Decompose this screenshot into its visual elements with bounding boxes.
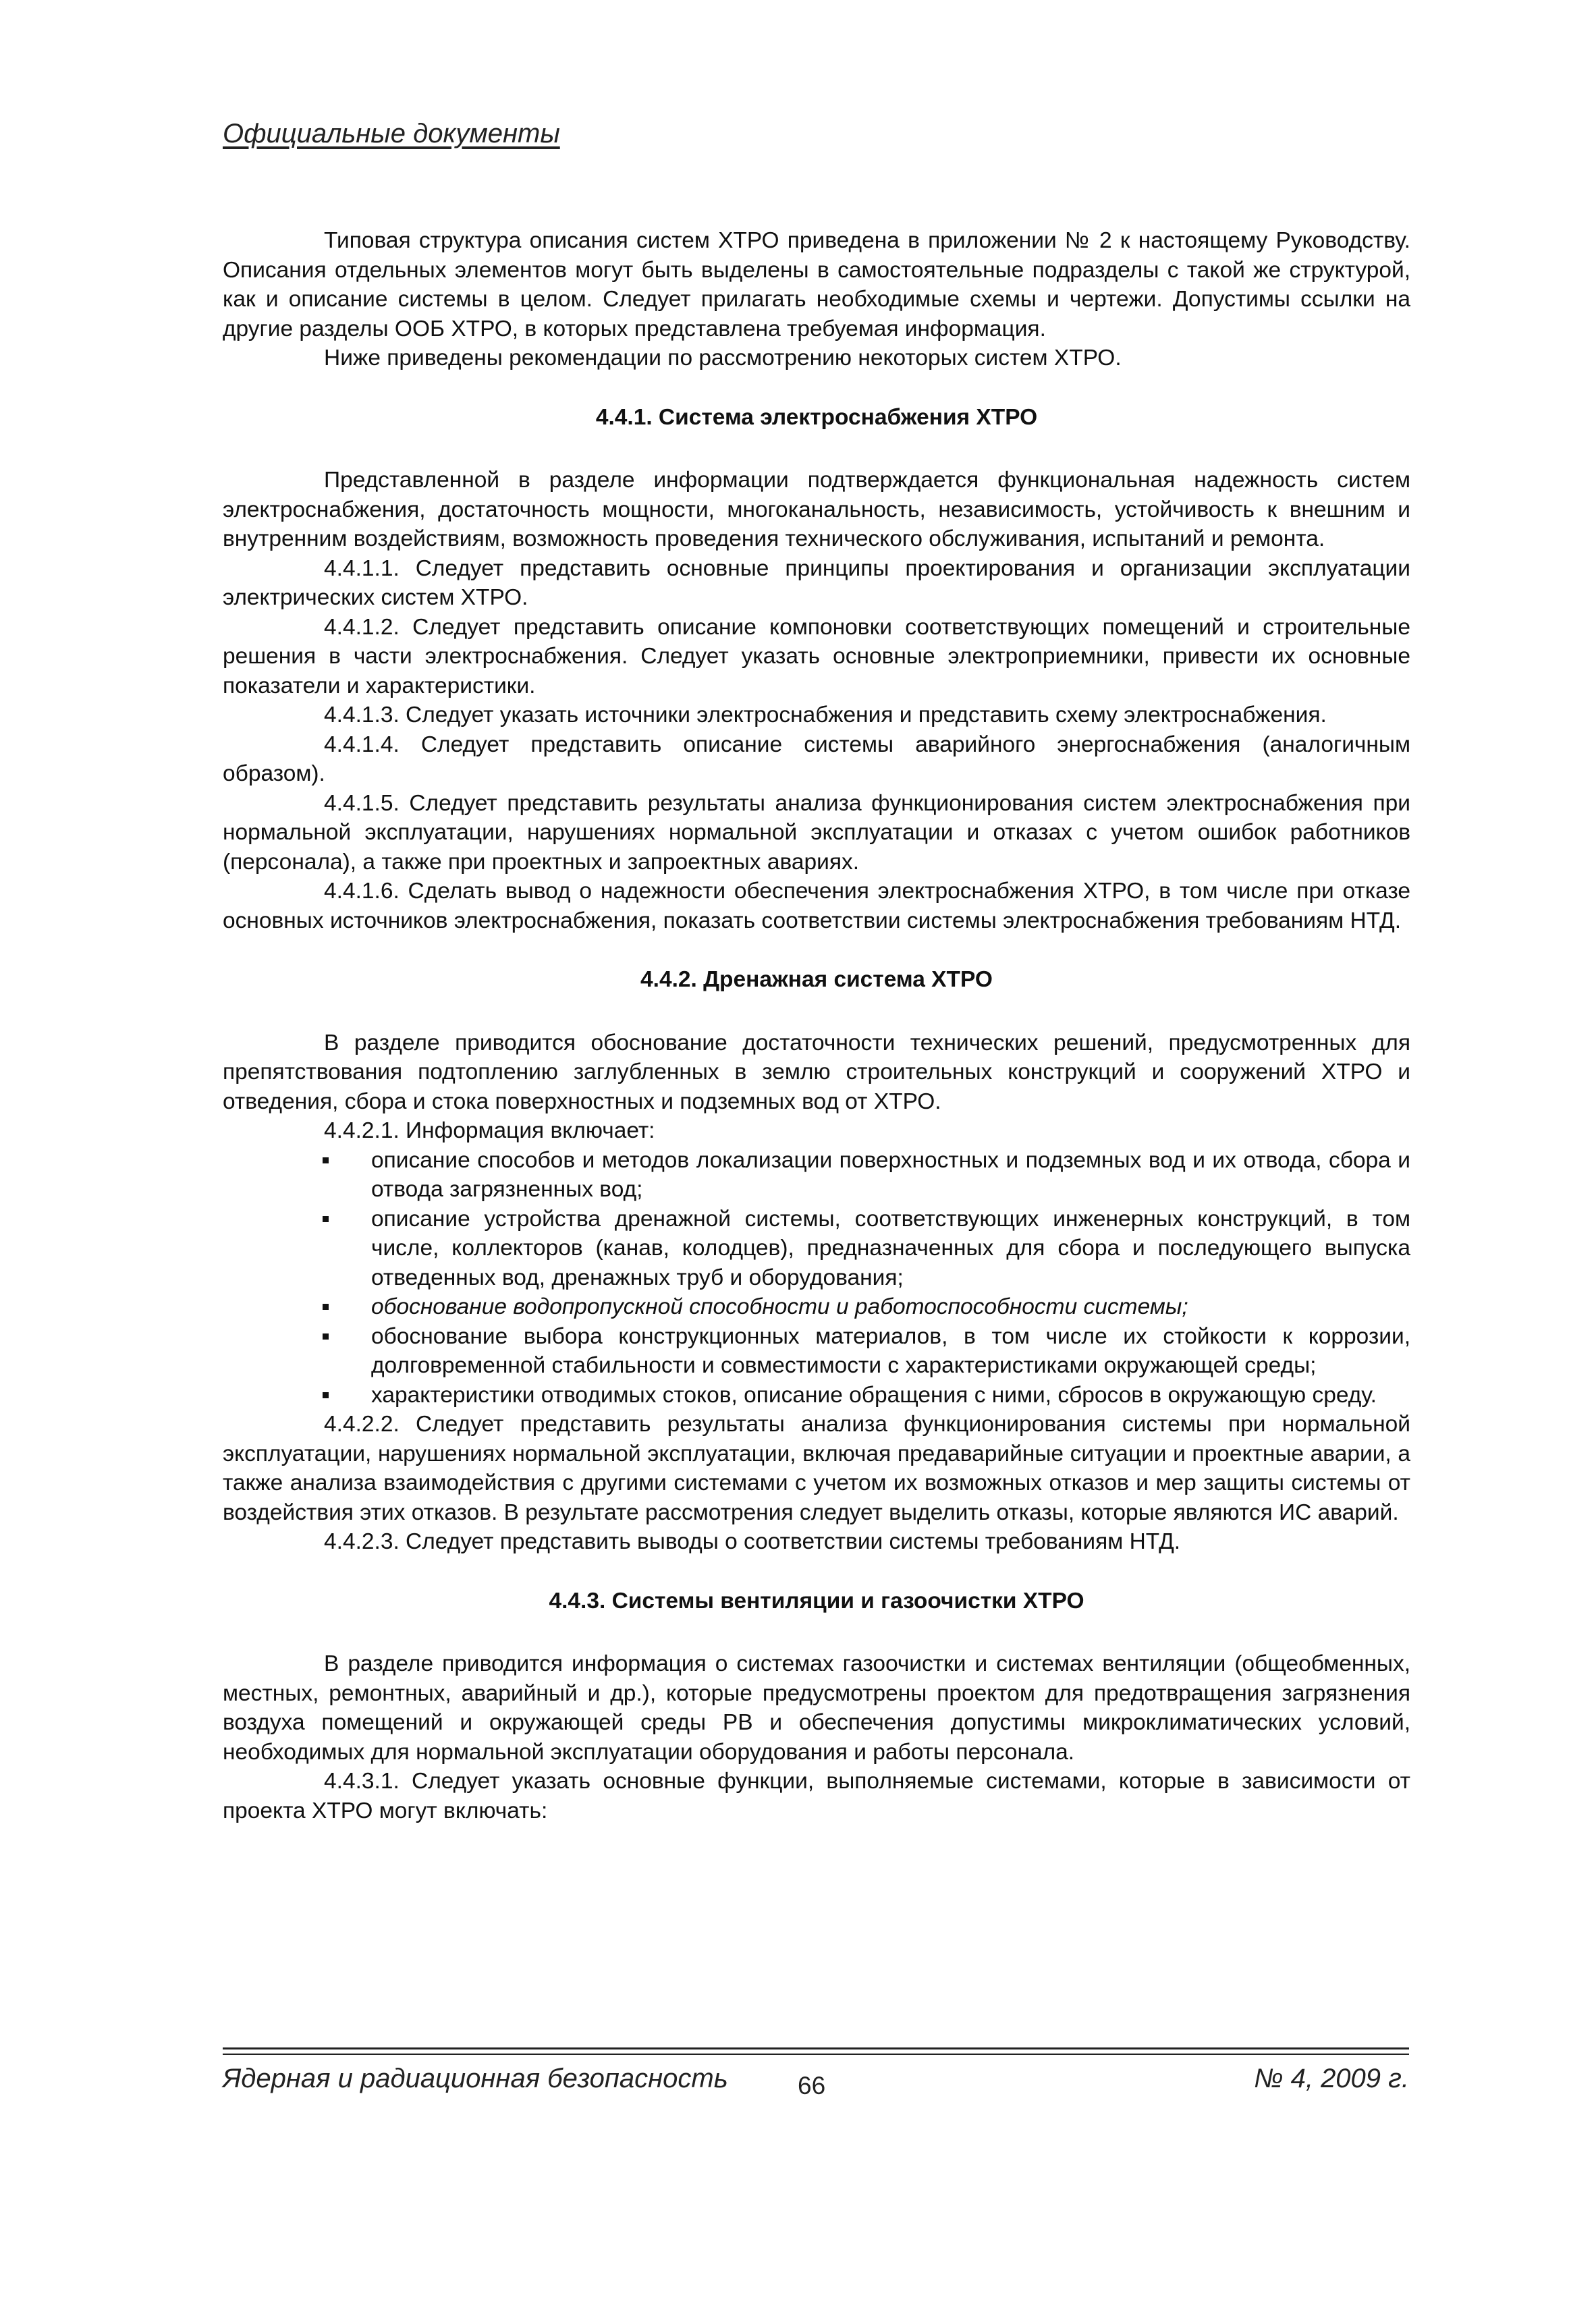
clause-4-4-1-5: 4.4.1.5. Следует представить результаты анализа функционирования систем электроснабжения при нормальной эксплуатации, нарушениях нормальной эксплуатации и отказах с учетом ошибок работников (персонала), а также при проектных и запроектных авариях.: [223, 790, 1410, 875]
info-list: [223, 1146, 1410, 1410]
page-number: 66: [798, 2072, 826, 2099]
list-item: обоснование выбора конструкционных материалов, в том числе их стойкости к коррозии, долговременной стабильности и совместимости с характеристиками окружающей среды;: [371, 1322, 1410, 1381]
page-header-title: Официальные документы: [223, 119, 560, 148]
journal-title: Ядерная и радиационная безопасность: [223, 2064, 728, 2093]
clause-4-4-2-1: 4.4.2.1. Информация включает:: [324, 1118, 655, 1143]
list-item: описание способов и методов локализации поверхностных и подземных вод и их отвода, сбора и отвода загрязненных вод;: [371, 1146, 1410, 1205]
section-4-4-1-paragraph: Представленной в разделе информации подтверждается функциональная надежность систем электроснабжения, достаточность мощности, многоканальность, независимость, устойчивость к внешним и внутренним воздействиям, возможность проведения технического обслуживания, испытаний и ремонта.: [223, 468, 1410, 551]
section-heading-4-4-2: 4.4.2. Дренажная система ХТРО: [640, 967, 993, 992]
section-heading-4-4-3: 4.4.3. Системы вентиляции и газоочистки ХТРО: [549, 1588, 1084, 1614]
document-body: [223, 226, 1410, 1825]
section-4-4-2-paragraph: В разделе приводится обоснование достаточности технических решений, предусмотренных для препятствования подтоплению заглубленных в землю строительных конструкций и сооружений ХТРО и отведения, сбора и стока поверхностных и подземных вод от ХТРО.: [223, 1030, 1410, 1114]
intro-paragraph-1: Типовая структура описания систем ХТРО приведена в приложении № 2 к настоящему Руководству. Описания отдельных элементов могут быть выделены в самостоятельные подразделы с такой же структурой, как и описание системы в целом. Следует прилагать необходимые схемы и чертежи. Допустимы ссылки на другие разделы ООБ ХТРО, в которых представлена требуемая информация.: [223, 228, 1410, 341]
footer-rule: [223, 2047, 1409, 2049]
clause-4-4-3-1: 4.4.3.1. Следует указать основные функции, выполняемые системами, которые в зависимости от проекта ХТРО могут включать:: [223, 1769, 1410, 1823]
clause-4-4-1-4: 4.4.1.4. Следует представить описание системы аварийного энергоснабжения (аналогичным образом).: [223, 732, 1410, 786]
clause-4-4-1-3: 4.4.1.3. Следует указать источники электроснабжения и представить схему электроснабжения.: [324, 703, 1327, 727]
footer-rule-thin: [223, 2054, 1409, 2055]
section-4-4-3-paragraph: В разделе приводится информация о системах газоочистки и системах вентиляции (общеобменных, местных, ремонтных, аварийный и др.), которые предусмотрены проектом для предотвращения загрязнения воздуха помещений и окружающей среды РВ и обеспечения допустимы микроклиматических условий, необходимых для нормальной эксплуатации оборудования и работы персонала.: [223, 1651, 1410, 1765]
clause-4-4-1-1: 4.4.1.1. Следует представить основные принципы проектирования и организации эксплуатации электрических систем ХТРО.: [223, 555, 1410, 610]
issue-number: № 4, 2009 г.: [1254, 2064, 1409, 2093]
clause-4-4-2-2: 4.4.2.2. Следует представить результаты анализа функционирования системы при нормальной эксплуатации, нарушениях нормальной эксплуатации, включая предаварийные ситуации и проектные аварии, а также анализа взаимодействия с другими системами с учетом их возможных отказов и мер защиты системы от воздействия этих отказов. В результате рассмотрения следует выделить отказы, которые являются ИС аварий.: [223, 1412, 1410, 1525]
clause-4-4-1-2: 4.4.1.2. Следует представить описание компоновки соответствующих помещений и строительные решения в части электроснабжения. Следует указать основные электроприемники, привести их основные показатели и характеристики.: [223, 614, 1410, 698]
clause-4-4-2-3: 4.4.2.3. Следует представить выводы о соответствии системы требованиям НТД.: [324, 1529, 1181, 1554]
section-heading-4-4-1: 4.4.1. Система электроснабжения ХТРО: [595, 404, 1038, 430]
list-item: характеристики отводимых стоков, описание обращения с ними, сбросов в окружающую среду.: [371, 1381, 1410, 1410]
list-item: обоснование водопропускной способности и работоспособности системы;: [371, 1292, 1410, 1322]
intro-paragraph-2: Ниже приведены рекомендации по рассмотрению некоторых систем ХТРО.: [324, 346, 1122, 370]
list-item: описание устройства дренажной системы, соответствующих инженерных конструкций, в том числе, коллекторов (канав, колодцев), предназначенных для сбора и последующего выпуска отведенных вод, дренажных труб и оборудования;: [371, 1205, 1410, 1293]
clause-4-4-1-6: 4.4.1.6. Сделать вывод о надежности обеспечения электроснабжения ХТРО, в том числе при отказе основных источников электроснабжения, показать соответствии системы электроснабжения требованиям НТД.: [223, 879, 1410, 933]
